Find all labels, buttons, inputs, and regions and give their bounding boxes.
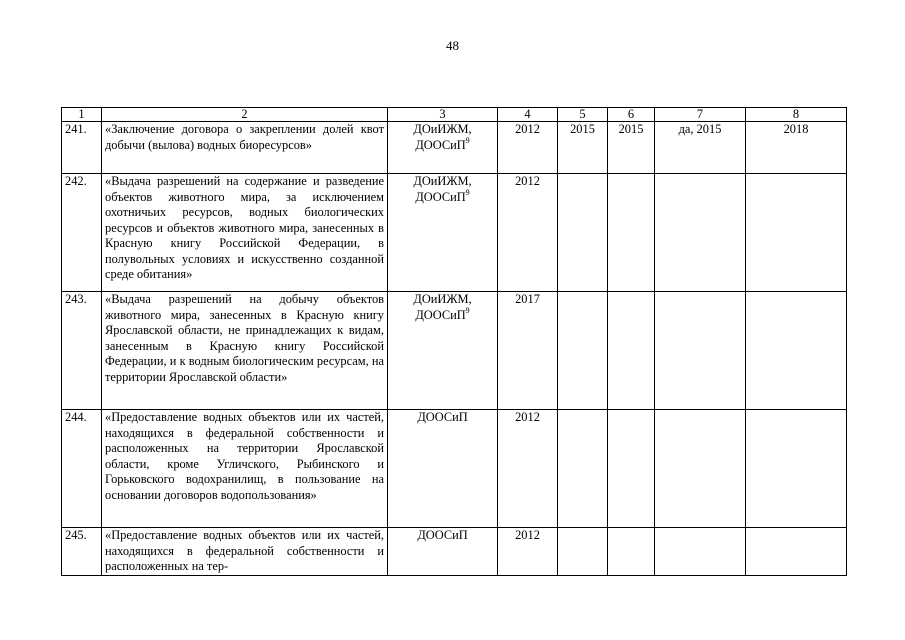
row-number: 242. [62, 174, 102, 292]
table-body [62, 108, 847, 576]
year-cell: 2012 [498, 528, 558, 576]
row-number: 244. [62, 410, 102, 528]
column-7-cell [655, 528, 746, 576]
footnote-mark: 9 [465, 305, 470, 315]
header-cell-3: 3 [388, 108, 498, 122]
row-number: 241. [62, 122, 102, 174]
service-name: «Выдача разрешений на добычу объектов животного мира, занесенных в Красную книгу Ярославской области, не принадлежащих к видам, занесенным в Красную книгу Российской Федерации, и к водным биологическим ресурсам, на территории Ярославской области» [102, 292, 388, 410]
executor-line-1: ДОиИЖМ, [413, 174, 472, 188]
column-8-cell [746, 292, 847, 410]
executor-line-2-text: ДООСиП [415, 307, 466, 322]
table-row [62, 528, 847, 576]
table-header-row [62, 108, 847, 122]
row-number: 243. [62, 292, 102, 410]
column-5-cell [558, 292, 608, 410]
executor-line-2 [391, 135, 494, 154]
column-7-cell [655, 174, 746, 292]
footnote-mark: 9 [465, 135, 470, 145]
year-cell: 2012 [498, 122, 558, 174]
header-cell-6: 6 [608, 108, 655, 122]
executor-line-1: ДООСиП [417, 410, 468, 424]
executor-line-1: ДОиИЖМ, [413, 292, 472, 306]
column-8-cell: 2018 [746, 122, 847, 174]
executor-cell [388, 410, 498, 528]
header-cell-8: 8 [746, 108, 847, 122]
service-name: «Выдача разрешений на содержание и разведение объектов животного мира, за исключением охотничьих ресурсов, водных биологических ресурсов и объектов животного мира, занесенных в Красную книгу Российской Федерации, в полувольных условиях и искусственно созданной среде обитания» [102, 174, 388, 292]
year-cell: 2012 [498, 174, 558, 292]
column-6-cell [608, 174, 655, 292]
header-cell-2: 2 [102, 108, 388, 122]
executor-line-2-text: ДООСиП [415, 137, 466, 152]
column-5-cell [558, 410, 608, 528]
executor-line-2 [391, 305, 494, 324]
executor-cell [388, 174, 498, 292]
column-7-cell: да, 2015 [655, 122, 746, 174]
column-5-cell [558, 528, 608, 576]
header-cell-7: 7 [655, 108, 746, 122]
table-row [62, 122, 847, 174]
page-number: 48 [446, 38, 459, 53]
service-name: «Предоставление водных объектов или их частей, находящихся в федеральной собственности и расположенных на территории Ярославской области, кроме Угличского, Рыбинского и Горьковского водохранилищ, в пользование на основании договоров водопользования» [102, 410, 388, 528]
executor-line-1: ДООСиП [417, 528, 468, 542]
service-name: «Предоставление водных объектов или их частей, находящихся в федеральной собственности и расположенных на тер- [102, 528, 388, 576]
executor-cell [388, 292, 498, 410]
executor-line-1: ДОиИЖМ, [413, 122, 472, 136]
column-8-cell [746, 410, 847, 528]
column-8-cell [746, 528, 847, 576]
header-cell-5: 5 [558, 108, 608, 122]
table-row [62, 410, 847, 528]
year-cell: 2017 [498, 292, 558, 410]
column-6-cell [608, 292, 655, 410]
table-row [62, 292, 847, 410]
executor-line-2 [391, 187, 494, 206]
header-cell-1: 1 [62, 108, 102, 122]
executor-cell [388, 528, 498, 576]
column-5-cell: 2015 [558, 122, 608, 174]
year-cell: 2012 [498, 410, 558, 528]
row-number: 245. [62, 528, 102, 576]
column-8-cell [746, 174, 847, 292]
services-table [61, 107, 847, 576]
column-6-cell [608, 528, 655, 576]
column-5-cell [558, 174, 608, 292]
column-7-cell [655, 292, 746, 410]
executor-line-2-text: ДООСиП [415, 189, 466, 204]
footnote-mark: 9 [465, 187, 470, 197]
column-6-cell [608, 410, 655, 528]
table-row [62, 174, 847, 292]
column-7-cell [655, 410, 746, 528]
header-cell-4: 4 [498, 108, 558, 122]
executor-cell [388, 122, 498, 174]
service-name: «Заключение договора о закреплении долей квот добычи (вылова) водных биоресурсов» [102, 122, 388, 174]
column-6-cell: 2015 [608, 122, 655, 174]
